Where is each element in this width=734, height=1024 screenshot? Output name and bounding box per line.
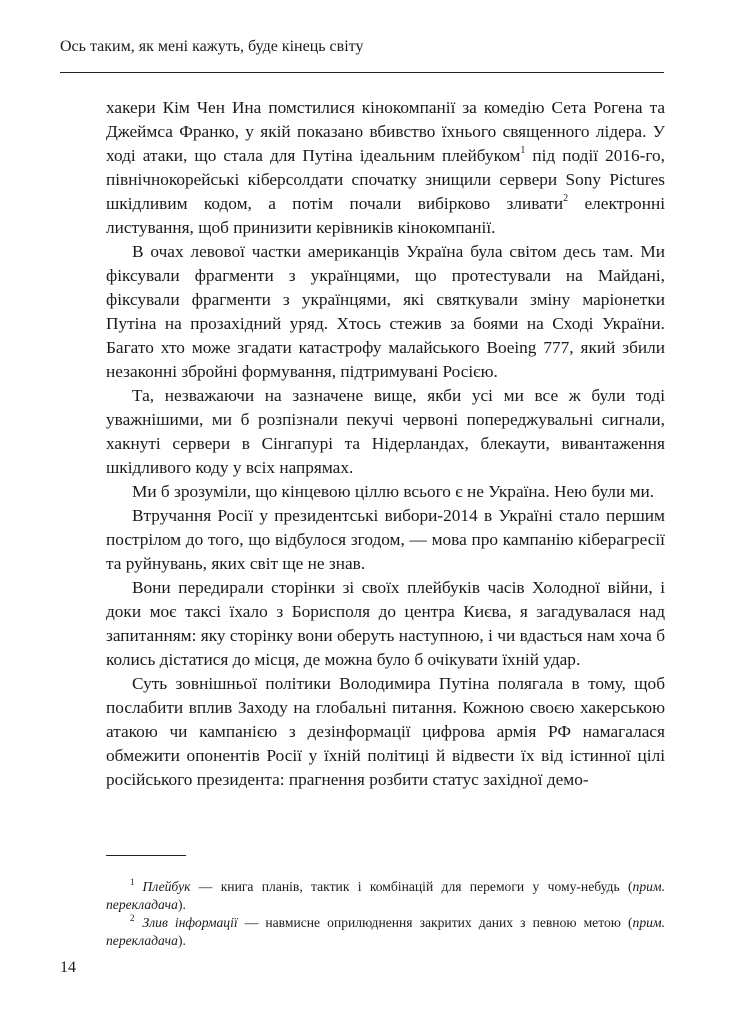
- footnote-1-end: ).: [177, 897, 186, 912]
- footnote-2-body: — навмисне оприлюднення закритих даних з певною метою (: [237, 915, 633, 930]
- paragraph-1: [106, 96, 665, 240]
- paragraph-1-part-3: електронні листування, щоб принизити керівників кінокомпанії.: [106, 194, 665, 237]
- body-text: [106, 96, 665, 792]
- footnote-2-end: ).: [177, 933, 186, 948]
- footnote-2-note: прим. перекладача: [106, 915, 665, 948]
- footnote-1-body: — книга планів, тактик і комбінацій для перемоги у чому-небудь (: [190, 879, 633, 894]
- running-title: Ось таким, як мені кажуть, буде кінець світу: [60, 38, 364, 55]
- footnote-ref-2[interactable]: 2: [563, 193, 569, 205]
- footnote-rule: [106, 855, 186, 856]
- footnotes: [106, 878, 665, 950]
- paragraph-4: Ми б зрозуміли, що кінцевою ціллю всього є не Україна. Нею були ми.: [132, 482, 655, 501]
- footnote-ref-1[interactable]: 1: [520, 145, 526, 157]
- footnote-1-note: прим. перекладача: [106, 879, 665, 912]
- header-rule: [60, 72, 664, 73]
- paragraph-6: Вони передирали сторінки зі своїх плейбуків часів Холодної війни, і доки моє таксі їхало з Борисполя до центра Києва, я загадувалася над запитанням: яку сторінку вони оберуть наступною, і чи вдасться нам хоча б колись дістатися до місця, де можна було б очікувати їхній удар.: [106, 578, 665, 669]
- paragraph-1-part-1: хакери Кім Чен Ина помстилися кінокомпанії за комедію Сета Рогена та Джеймса Франко, у якій показано вбивство їхнього священного лідера. У ході атаки, що стала для Путіна ідеальним плейбуком: [106, 98, 665, 165]
- footnote-2: [106, 914, 665, 950]
- paragraph-5: Втручання Росії у президентські вибори-2014 в Україні стало першим пострілом до того, що відбулося згодом, — мова про кампанію кіберагресії та руйнувань, яких світ ще не знав.: [106, 506, 665, 573]
- footnote-1-term: Плейбук: [142, 879, 191, 894]
- page-number: 14: [60, 959, 76, 976]
- paragraph-1-part-2: під події 2016-го, північнокорейські кіберсолдати спочатку знищили сервери Sony Pictures шкідливим кодом, а потім почали вибірково зливати: [106, 146, 666, 213]
- footnote-1: [106, 878, 665, 914]
- footnote-2-number: 2: [130, 913, 135, 924]
- paragraph-3: Та, незважаючи на зазначене вище, якби усі ми все ж були тоді уважнішими, ми б розпізнали пекучі червоні попереджувальні сигнали, хакнуті сервери в Сінгапурі та Нідерландах, блекаути, вивантаження шкідливого коду у всіх напрямах.: [106, 386, 665, 477]
- footnote-2-term: Злив інформації: [142, 915, 238, 930]
- paragraph-7: Суть зовнішньої політики Володимира Путіна полягала в тому, щоб послабити вплив Заходу на глобальні питання. Кожною своєю хакерською атакою чи кампанією з дезінформації цифрова армія РФ намагалася обмежити опонентів Росії у їхній політиці й відвести їх від істинної цілі російського президента: прагнення розбити статус західної демо-: [106, 674, 665, 789]
- footnote-1-number: 1: [130, 877, 135, 888]
- paragraph-2: В очах левової частки американців Україна була світом десь там. Ми фіксували фрагменти з українцями, що протестували на Майдані, фіксували фрагменти з українцями, які святкували зміну маріонетки Путіна на прозахідний уряд. Хтось стежив за боями на Сході України. Багато хто може згадати катастрофу малайського Boeing 777, який збили незаконні збройні формування, підтримувані Росією.: [106, 242, 665, 381]
